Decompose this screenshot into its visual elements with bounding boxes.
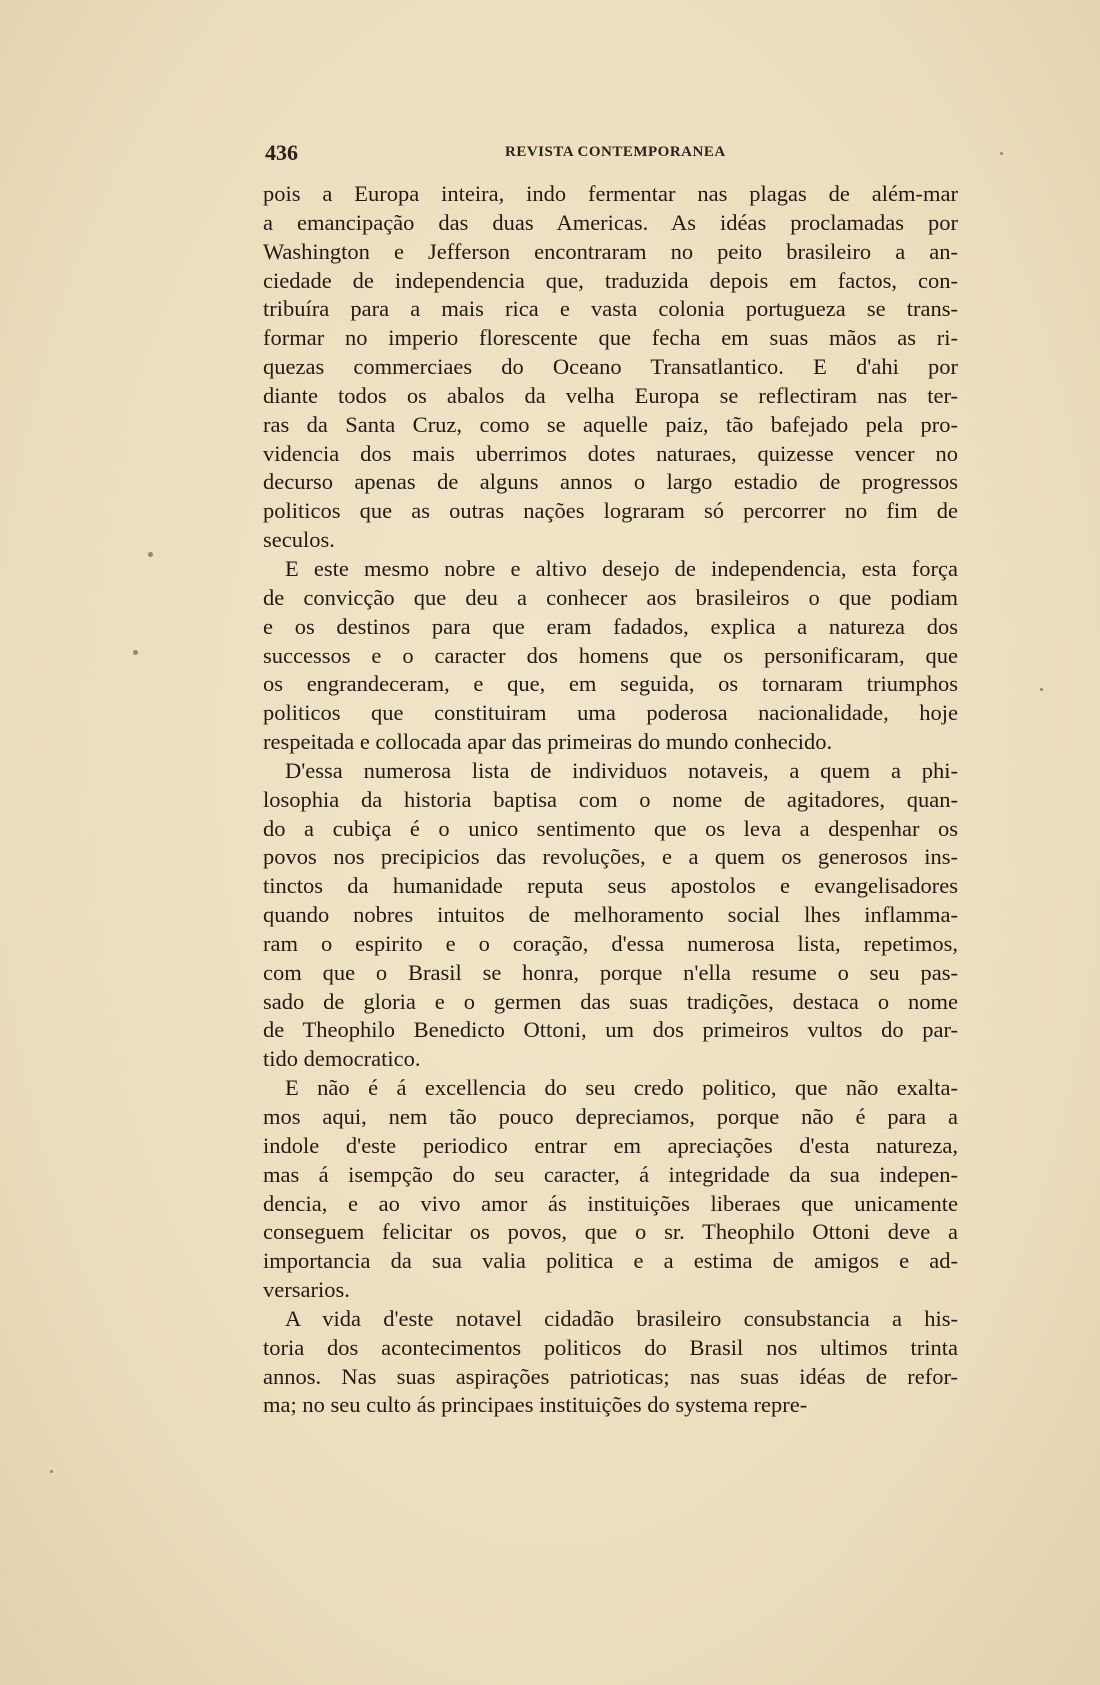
text-line: E este mesmo nobre e altivo desejo de independencia, esta força <box>285 555 958 581</box>
text-line: Washington e Jefferson encontraram no peito brasileiro a an- <box>263 238 958 264</box>
text-line: tido democratico. <box>263 1046 421 1072</box>
text-line: tribuíra para a mais rica e vasta colonia portugueza se trans- <box>263 296 958 322</box>
text-line: quando nobres intuitos de melhoramento social lhes inflamma- <box>263 902 958 928</box>
text-line: seculos. <box>263 527 335 553</box>
text-line: mos aqui, nem tão pouco depreciamos, porque não é para a <box>263 1104 958 1129</box>
text-line: dencia, e ao vivo amor ás instituições liberaes que unicamente <box>263 1190 958 1216</box>
text-line: tinctos da humanidade reputa seus apostolos e evangelisadores <box>263 873 958 899</box>
text-line: importancia da sua valia politica e a estima de amigos e ad- <box>263 1248 958 1274</box>
text-line: indole d'este periodico entrar em apreciações d'esta natureza, <box>263 1132 958 1158</box>
text-line: A vida d'este notavel cidadão brasileiro consubstancia a his- <box>285 1305 958 1331</box>
text-line: a emancipação das duas Americas. As idéas proclamadas por <box>263 209 958 235</box>
text-line: politicos que constituiram uma poderosa nacionalidade, hoje <box>263 700 958 726</box>
text-line: ras da Santa Cruz, como se aquelle paiz, tão bafejado pela pro- <box>263 411 958 437</box>
text-line: decurso apenas de alguns annos o largo estadio de progressos <box>263 469 958 495</box>
text-line: pois a Europa inteira, indo fermentar nas plagas de além-mar <box>263 181 958 206</box>
text-line: ma; no seu culto ás principaes instituições do systema repre- <box>263 1392 808 1418</box>
text-line: diante todos os abalos da velha Europa se reflectiram nas ter- <box>263 382 958 408</box>
text-line: ram o espirito e o coração, d'essa numerosa lista, repetimos, <box>263 930 958 956</box>
text-line: D'essa numerosa lista de individuos notaveis, a quem a phi- <box>285 757 958 783</box>
text-line: videncia dos mais uberrimos dotes naturaes, quizesse vencer no <box>263 440 958 466</box>
text-line: annos. Nas suas aspirações patrioticas; nas suas idéas de refor- <box>263 1363 958 1389</box>
body-text <box>263 180 958 1420</box>
paper-speck <box>1040 688 1043 691</box>
text-line: do a cubiça é o unico sentimento que os leva a despenhar os <box>263 815 958 841</box>
text-line: sado de gloria e o germen das suas tradições, destaca o nome <box>263 988 958 1014</box>
text-line: de convicção que deu a conhecer aos brasileiros o que podiam <box>263 584 958 610</box>
text-line: formar no imperio florescente que fecha em suas mãos as ri- <box>263 325 958 351</box>
text-line: losophia da historia baptisa com o nome de agitadores, quan- <box>263 786 958 812</box>
page-header <box>265 140 955 168</box>
text-line: successos e o caracter dos homens que os personificaram, que <box>263 642 958 668</box>
text-line: versarios. <box>263 1277 350 1303</box>
page-number: 436 <box>265 140 298 165</box>
text-line: E não é á excellencia do seu credo politico, que não exalta- <box>285 1075 958 1101</box>
text-line: mas á isempção do seu caracter, á integridade da sua indepen- <box>263 1161 958 1187</box>
text-line: ciedade de independencia que, traduzida depois em factos, con- <box>263 267 958 293</box>
paper-speck <box>1000 152 1003 155</box>
text-line: e os destinos para que eram fadados, explica a natureza dos <box>263 613 958 639</box>
text-line: politicos que as outras nações lograram só percorrer no fim de <box>263 498 958 524</box>
running-title: REVISTA CONTEMPORANEA <box>505 144 726 160</box>
text-line: de Theophilo Benedicto Ottoni, um dos primeiros vultos do par- <box>263 1017 958 1043</box>
text-line: os engrandeceram, e que, em seguida, os tornaram triumphos <box>263 671 958 697</box>
text-line: conseguem felicitar os povos, que o sr. Theophilo Ottoni deve a <box>263 1219 958 1245</box>
text-line: povos nos precipicios das revoluções, e a quem os generosos ins- <box>263 844 958 870</box>
paper-speck <box>133 650 138 655</box>
text-line: respeitada e collocada apar das primeiras do mundo conhecido. <box>263 729 833 755</box>
paper-speck <box>50 1470 53 1473</box>
text-line: com que o Brasil se honra, porque n'ella resume o seu pas- <box>263 959 958 985</box>
text-line: quezas commerciaes do Oceano Transatlantico. E d'ahi por <box>263 354 958 380</box>
paper-speck <box>148 552 153 557</box>
text-line: toria dos acontecimentos politicos do Brasil nos ultimos trinta <box>263 1334 958 1360</box>
